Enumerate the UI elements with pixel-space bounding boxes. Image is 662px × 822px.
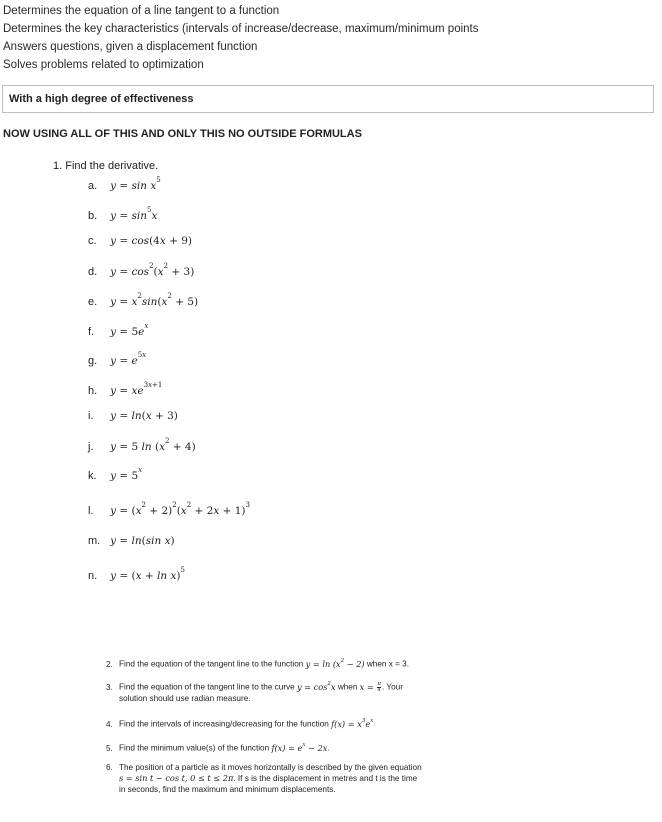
effectiveness-box bbox=[2, 85, 654, 113]
question-text-tail: when x = 3. bbox=[366, 659, 409, 669]
criterion-2: Determines the key characteristics (intervals of increase/decrease, maximum/minimum points bbox=[3, 23, 479, 35]
instruction-heading: NOW USING ALL OF THIS AND ONLY THIS NO OUTSIDE FORMULAS bbox=[3, 128, 362, 140]
math-expression: $f(x) = e^x - 2x$ bbox=[271, 742, 328, 753]
question-text: Find the equation of the tangent line to the curve bbox=[119, 682, 295, 692]
question-3 bbox=[106, 680, 403, 703]
item-label: e. bbox=[88, 295, 98, 308]
math-expression: $y = 5e^x$ bbox=[110, 322, 149, 338]
q1-item-f bbox=[88, 324, 148, 338]
question-2 bbox=[106, 657, 409, 670]
math-expression: y = cos(4x + 9) bbox=[110, 235, 193, 247]
math-expression: $y = (x^2 + 2)^2(x^2 + 2x + 1)^3$ bbox=[110, 501, 250, 517]
question-text-tail: . bbox=[327, 743, 330, 753]
question-text: Find the minimum value(s) of the function bbox=[119, 743, 270, 753]
criterion-4: Solves problems related to optimization bbox=[3, 59, 204, 71]
item-label: c. bbox=[88, 235, 97, 247]
q1-item-k bbox=[88, 468, 142, 482]
item-label: j. bbox=[88, 440, 94, 453]
question-text: The position of a particle as it moves horizontally is described by the given equation bbox=[119, 763, 422, 772]
q1-item-l bbox=[88, 503, 250, 517]
math-expression: $f(x) = x^3e^x$ bbox=[331, 718, 374, 729]
item-label: n. bbox=[88, 569, 98, 582]
item-label: h. bbox=[88, 384, 98, 397]
question-number: 2. bbox=[106, 659, 113, 669]
math-expression: $y = (x + \ln x)^5$ bbox=[110, 566, 185, 582]
item-label: b. bbox=[88, 209, 98, 222]
question-number: 4. bbox=[106, 719, 113, 729]
q1-item-a bbox=[88, 178, 161, 192]
math-expression: $y = \ln (x^2 - 2)$ bbox=[305, 658, 365, 669]
question-number: 3. bbox=[106, 682, 113, 692]
math-expression: $y = \sin^5x$ bbox=[110, 206, 158, 222]
item-label: a. bbox=[88, 179, 98, 192]
question-6 bbox=[106, 762, 422, 794]
item-label: l. bbox=[88, 504, 94, 517]
math-expression: $y = xe^{3x+1}$ bbox=[110, 381, 163, 397]
question-3-line-2: solution should use radian measure. bbox=[119, 694, 251, 703]
math-expression: s = sin t − cos t, 0 ≤ t ≤ 2π bbox=[119, 773, 234, 783]
q1-item-h bbox=[88, 383, 162, 397]
math-expression: $y = \sin x^5$ bbox=[110, 176, 161, 192]
question-text: Find the intervals of increasing/decreasing for the function bbox=[119, 719, 329, 729]
q1-item-g bbox=[88, 353, 146, 367]
q1-item-e bbox=[88, 294, 198, 308]
item-label: f. bbox=[88, 325, 95, 338]
item-label: g. bbox=[88, 354, 98, 367]
q1-item-d bbox=[88, 264, 194, 278]
item-label: k. bbox=[88, 469, 97, 482]
q1-item-n bbox=[88, 568, 185, 582]
math-expression: y = ln(sin x) bbox=[110, 535, 175, 547]
q1-item-c bbox=[88, 235, 192, 247]
q1-item-i bbox=[88, 410, 178, 422]
fraction-pi-over-4: $\frac{\pi}{4}$ bbox=[377, 681, 381, 694]
question-6-line-2 bbox=[119, 773, 417, 784]
question-text-mid: when bbox=[337, 682, 358, 692]
question-5 bbox=[106, 741, 330, 754]
item-label: d. bbox=[88, 265, 98, 278]
math-expression: $y = \cos^2x$ bbox=[296, 681, 336, 692]
question-text: . If s is the displacement in metres and t is the time bbox=[233, 774, 418, 783]
q1-item-b bbox=[88, 208, 157, 222]
math-expression: $y = x^2\sin(x^2 + 5)$ bbox=[110, 292, 199, 308]
item-label: i. bbox=[88, 410, 94, 422]
criterion-1: Determines the equation of a line tangent to a function bbox=[3, 5, 280, 17]
question-text: Find the equation of the tangent line to the function bbox=[119, 659, 304, 669]
q1-item-j bbox=[88, 439, 196, 453]
question-1-prompt: 1. Find the derivative. bbox=[53, 160, 159, 172]
question-4 bbox=[106, 717, 373, 730]
math-expression: $y = e^{5x}$ bbox=[110, 351, 147, 367]
math-expression: y = 5 $\ln (x^2 + 4)$ bbox=[110, 437, 196, 453]
math-expression: $y = 5^x$ bbox=[110, 466, 143, 482]
q1-item-m bbox=[88, 535, 175, 547]
question-text-tail: . Your bbox=[381, 682, 403, 692]
item-label: m. bbox=[88, 535, 101, 547]
question-number: 5. bbox=[106, 743, 113, 753]
criterion-3: Answers questions, given a displacement function bbox=[3, 41, 258, 53]
effectiveness-label: With a high degree of effectiveness bbox=[9, 93, 194, 105]
math-expression: y = ln(x + 3) bbox=[110, 410, 178, 422]
math-expression: $y = \cos^2(x^2 + 3)$ bbox=[110, 262, 195, 278]
question-number: 6. bbox=[106, 763, 113, 772]
math-expression: x = $\frac{\pi}{4}$ bbox=[359, 681, 381, 694]
question-6-line-3: in seconds, find the maximum and minimum displacements. bbox=[119, 785, 336, 794]
